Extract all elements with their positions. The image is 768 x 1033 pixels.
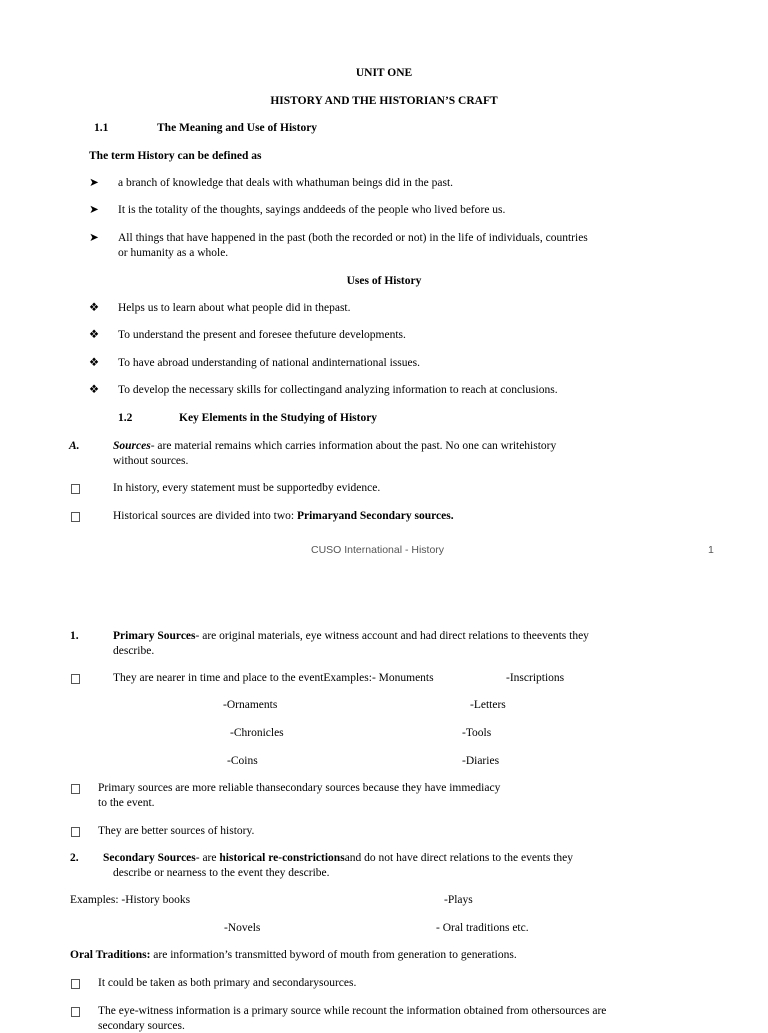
secondary-sources-bold: historical re-constrictions [219,852,345,864]
arrow-bullet-icon: ➤ [89,232,99,244]
checkbox-bullet-icon [71,784,80,794]
diamond-bullet-icon: ❖ [88,329,100,341]
diamond-bullet-icon: ❖ [88,384,100,396]
diamond-bullet-icon: ❖ [88,302,100,314]
nearer-item: They are nearer in time and place to the eventExamples:- Monuments [113,672,434,684]
sources-definition [113,439,556,453]
arrow-bullet-icon: ➤ [89,204,99,216]
example-oral-traditions: - Oral traditions etc. [436,922,529,934]
use-item: Helps us to learn about what people did in thepast. [118,302,351,314]
sources-text: - are material remains which carries information about the past. No one can writehistory [150,440,557,452]
diamond-bullet-icon: ❖ [88,357,100,369]
example-novels: -Novels [224,922,261,934]
examples-history-books: Examples: -History books [70,894,191,906]
example-inscriptions: -Inscriptions [506,672,565,684]
secondary-sources-term: Secondary Sources [103,852,196,864]
section-number: 1.1 [94,122,109,134]
definition-item-continued: or humanity as a whole. [118,247,229,259]
use-item: To develop the necessary skills for collectingand analyzing information to reach at conclusions. [118,384,558,396]
checkbox-bullet-icon [71,484,80,494]
evidence-item: In history, every statement must be supportedby evidence. [113,482,381,494]
reliable-item-continued: to the event. [98,797,155,809]
oral-traditions-term: Oral Traditions: [70,949,151,961]
example-coins: -Coins [227,755,258,767]
unit-heading: UNIT ONE [355,67,413,79]
section-title: The Meaning and Use of History [157,122,318,134]
better-item: They are better sources of history. [98,825,255,837]
sources-term: Sources [113,440,151,452]
section-title: Key Elements in the Studying of History [179,412,378,424]
secondary-sources-text: and do not have direct relations to the events they [344,852,574,864]
checkbox-bullet-icon [71,512,80,522]
both-item: It could be taken as both primary and secondarysources. [98,977,357,989]
list-number-2: 2. [70,852,79,864]
secondary-sources-definition [103,851,573,865]
use-item: To have abroad understanding of national andinternational issues. [118,357,420,369]
example-diaries: -Diaries [462,755,500,767]
definition-intro: The term History can be defined as [89,150,262,162]
checkbox-bullet-icon [71,979,80,989]
page-title: HISTORY AND THE HISTORIAN’S CRAFT [270,95,498,107]
page-number: 1 [708,544,714,556]
secondary-sources-mid: - are [195,852,220,864]
primary-sources-definition [113,629,589,643]
arrow-bullet-icon: ➤ [89,177,99,189]
definition-item: It is the totality of the thoughts, sayings anddeeds of the people who lived before us. [118,204,506,216]
section-number: 1.2 [118,412,133,424]
secondary-sources-continued: describe or nearness to the event they describe. [113,867,330,879]
checkbox-bullet-icon [71,827,80,837]
divided-item [113,509,454,523]
oral-traditions-text: are information’s transmitted byword of mouth from generation to generations. [150,949,517,961]
use-item: To understand the present and foresee thefuture developments. [118,329,406,341]
primary-sources-continued: describe. [113,645,155,657]
list-label-a: A. [69,440,80,452]
eyewitness-item-continued: secondary sources. [98,1020,185,1032]
divided-bold: Primaryand Secondary sources. [296,510,454,522]
example-tools: -Tools [462,727,492,739]
primary-sources-text: - are original materials, eye witness account and had direct relations to theevents they [195,630,589,642]
example-ornaments: -Ornaments [223,699,278,711]
uses-heading: Uses of History [346,275,422,287]
definition-item: All things that have happened in the past (both the recorded or not) in the life of individuals, countries [118,232,588,244]
divided-text: Historical sources are divided into two: [113,510,297,522]
example-chronicles: -Chronicles [230,727,284,739]
page-footer: CUSO International - History [311,544,445,556]
oral-traditions-definition [70,948,517,962]
sources-definition-continued: without sources. [113,455,189,467]
reliable-item: Primary sources are more reliable thansecondary sources because they have immediacy [98,782,501,794]
example-plays: -Plays [444,894,473,906]
example-letters: -Letters [470,699,506,711]
checkbox-bullet-icon [71,674,80,684]
checkbox-bullet-icon [71,1007,80,1017]
definition-item: a branch of knowledge that deals with whathuman beings did in the past. [118,177,454,189]
list-number-1: 1. [70,630,79,642]
eyewitness-item: The eye-witness information is a primary source while recount the information obtained from othersources are [98,1005,607,1017]
primary-sources-term: Primary Sources [113,630,196,642]
